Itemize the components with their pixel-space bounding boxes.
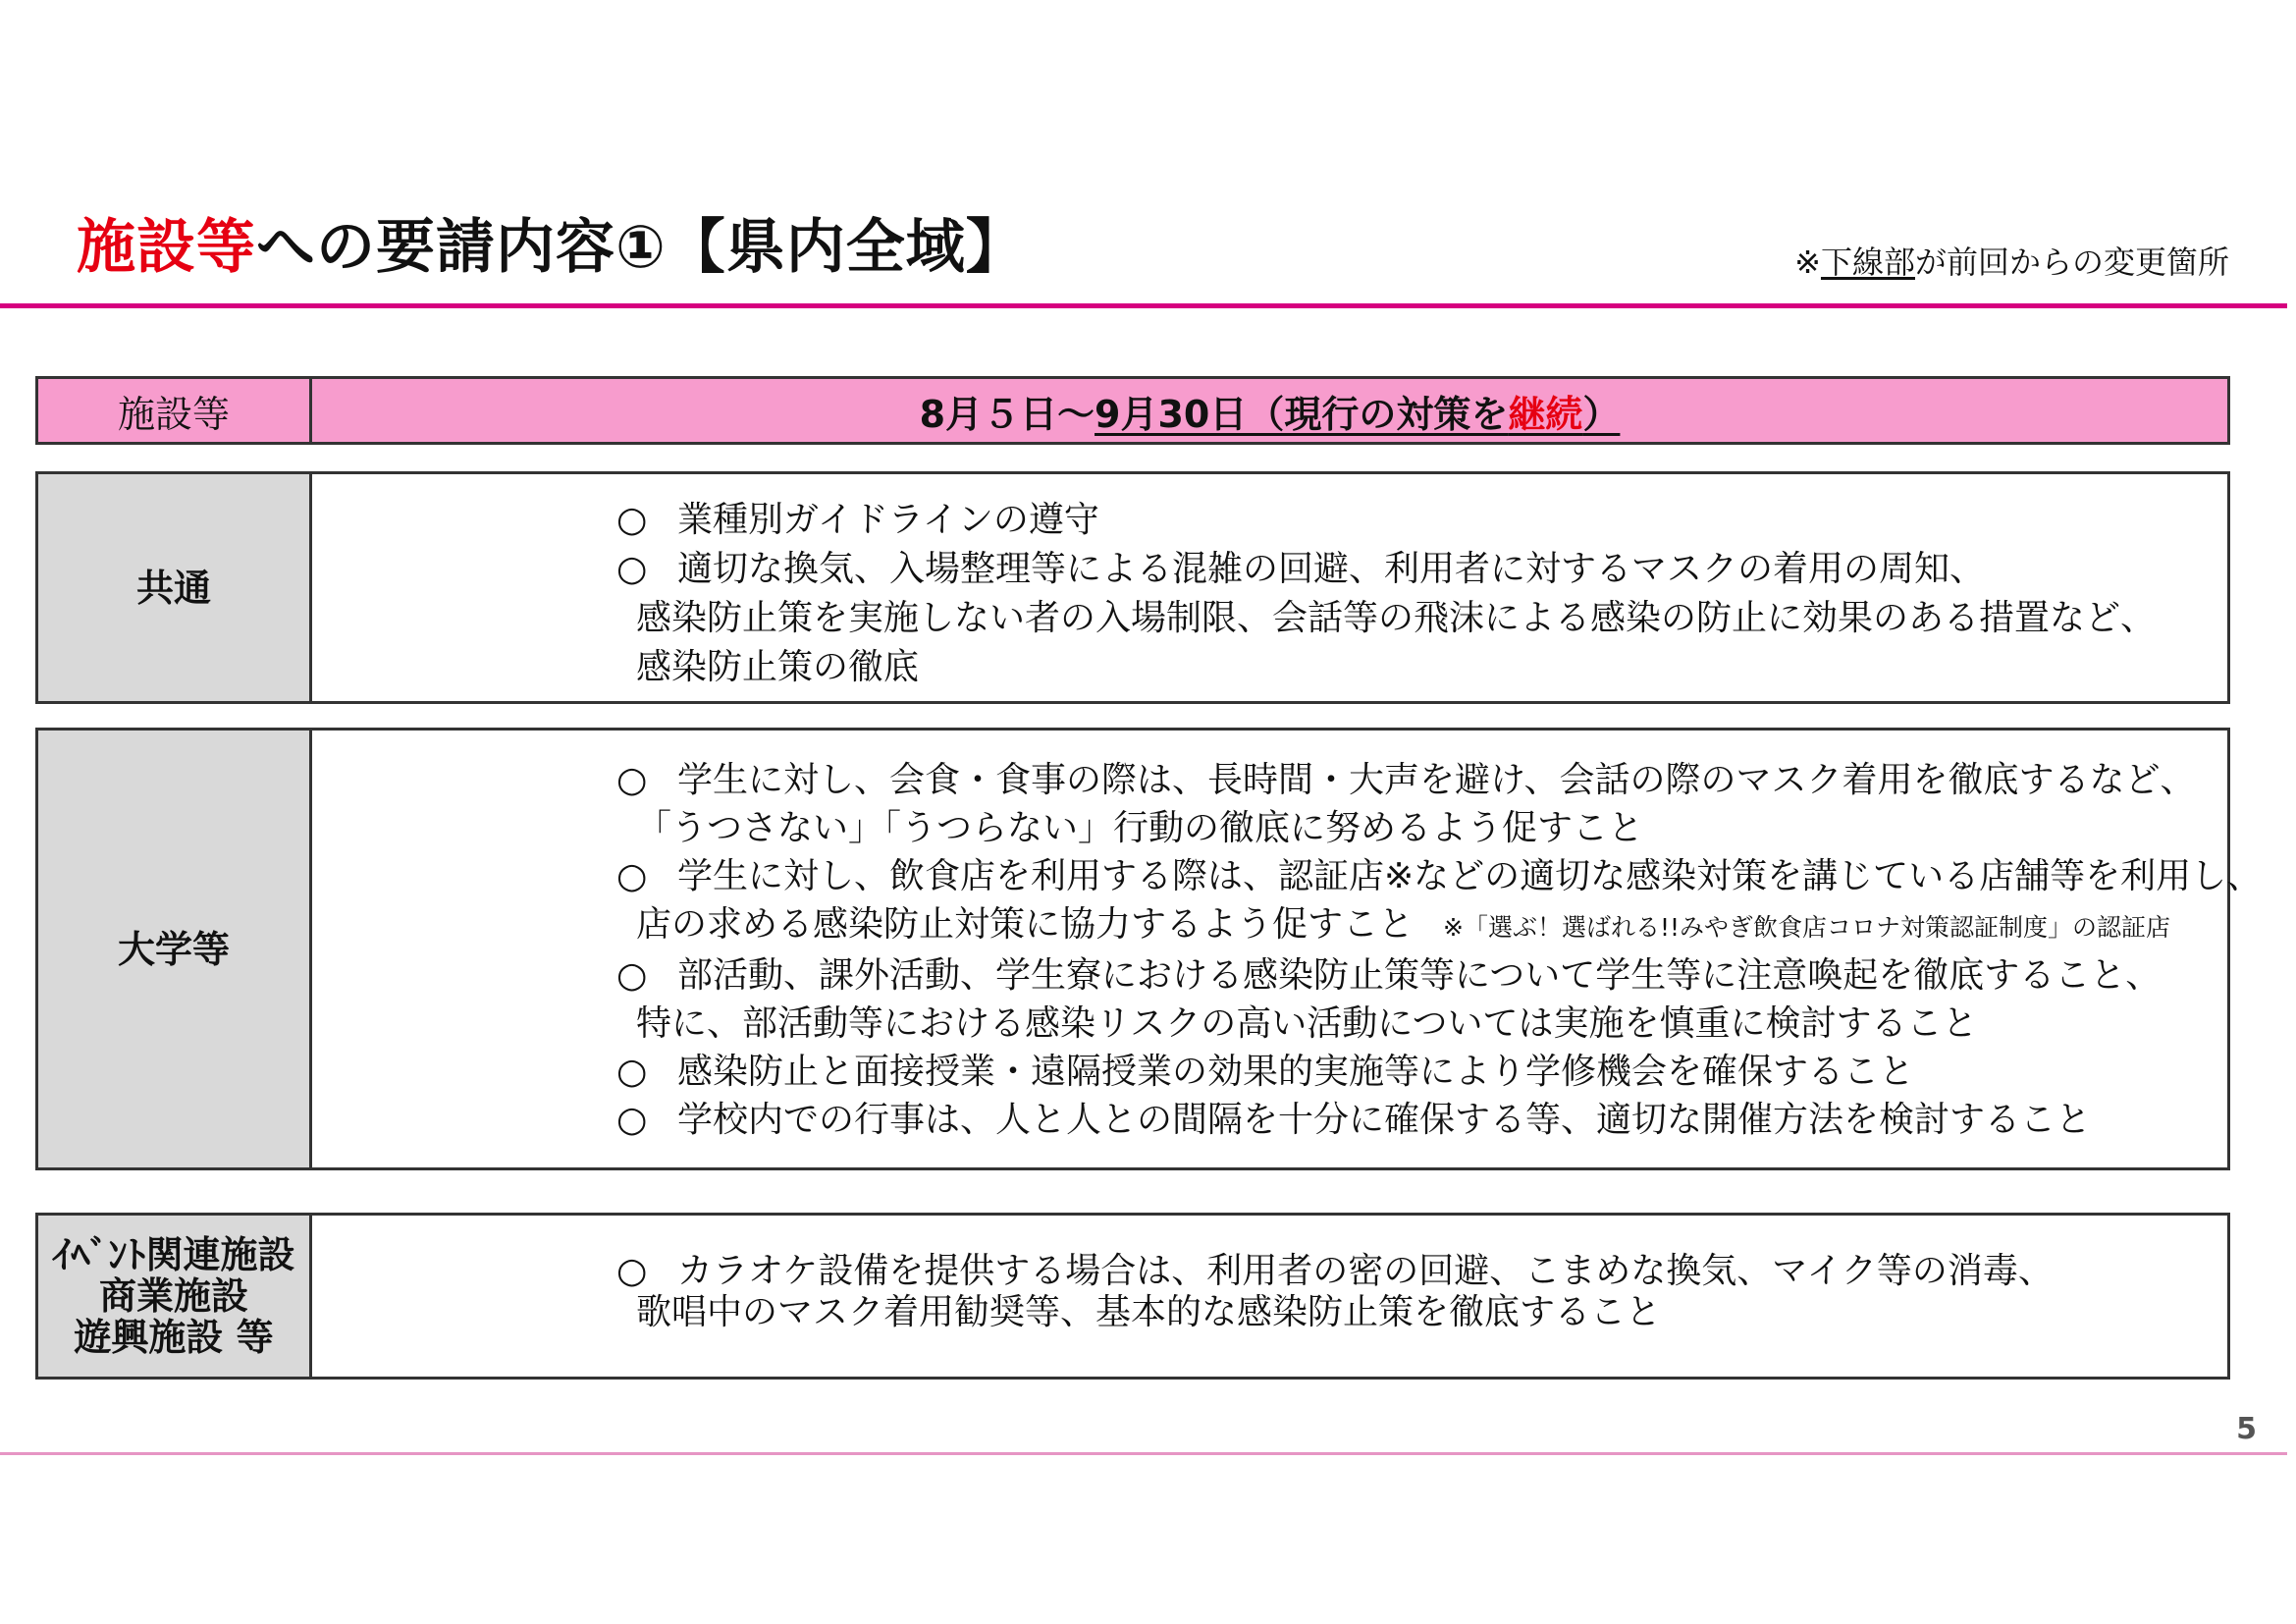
period-close: ） — [1582, 392, 1621, 436]
univ-line-2: 「うつさない」「うつらない」行動の徹底に努めるよう促すこと — [636, 808, 1644, 848]
note-suffix: が前回からの変更箇所 — [1914, 244, 2229, 281]
change-note — [1794, 241, 2229, 284]
table-header — [35, 376, 2230, 445]
period-changed: 9月30日（現行の対策を — [1095, 392, 1509, 436]
label-line-3: 遊興施設 等 — [74, 1316, 274, 1359]
common-line-2: ○ 適切な換気、入場整理等による混雑の回避、利用者に対するマスクの着用の周知、 — [677, 545, 2227, 594]
univ-line-6: 特に、部活動等における感染リスクの高い活動については実施を慎重に検討すること — [636, 1003, 1978, 1044]
common-line-4: 感染防止策の徹底 — [636, 647, 920, 687]
common-line-1: ○ 業種別ガイドラインの遵守 — [677, 496, 2227, 545]
event-line-1: ○ カラオケ設備を提供する場合は、利用者の密の回避、こまめな換気、マイク等の消毒、 — [677, 1251, 2227, 1292]
note-underlined: 下線部 — [1820, 244, 1915, 281]
row-label-common: 共通 — [38, 474, 312, 701]
univ-line-4: 店の求める感染防止対策に協力するよう促すこと ※「選ぶ！選ばれる!!みやぎ飲食店コロナ対策認証制度」の認証店 — [636, 904, 2171, 945]
common-line-3: 感染防止策を実施しない者の入場制限、会話等の飛沫による感染の防止に効果のある措置など、 — [636, 598, 2157, 638]
header-facility: 施設等 — [38, 379, 312, 442]
label-line-2: 商業施設 — [98, 1274, 248, 1318]
period-continue: 継続 — [1508, 392, 1583, 436]
title-rest: への要請内容①【県内全域】 — [256, 213, 1026, 282]
row-label-event — [38, 1216, 312, 1377]
univ-line-5: ○ 部活動、課外活動、学生寮における感染防止策等について学生等に注意喚起を徹底すること、 — [677, 951, 2262, 1000]
page-number: 5 — [2236, 1412, 2257, 1446]
row-event-facilities — [35, 1213, 2230, 1380]
row-university — [35, 728, 2263, 1170]
note-prefix: ※ — [1794, 244, 1821, 281]
top-divider — [0, 303, 2287, 308]
row-label-university: 大学等 — [38, 731, 312, 1167]
univ-line-8: ○ 学校内での行事は、人と人との間隔を十分に確保する等、適切な開催方法を検討すること — [677, 1096, 2262, 1144]
label-line-1: ｲﾍﾞﾝﾄ関連施設 — [52, 1233, 295, 1276]
univ-line-3: ○ 学生に対し、飲食店を利用する際は、認証店※などの適切な感染対策を講じている店舗等を利用し、 — [677, 852, 2262, 900]
univ-footnote: ※「選ぶ！選ばれる!!みやぎ飲食店コロナ対策認証制度」の認証店 — [1443, 913, 2171, 942]
event-line-2: 歌唱中のマスク着用勧奨等、基本的な感染防止策を徹底すること — [636, 1292, 1662, 1332]
period-start: 8月５日～ — [919, 392, 1095, 436]
header-period — [312, 379, 2227, 442]
univ-line-7: ○ 感染防止と面接授業・遠隔授業の効果的実施等により学修機会を確保すること — [677, 1048, 2262, 1096]
page-title — [77, 208, 1026, 287]
row-common — [35, 471, 2230, 704]
title-highlight: 施設等 — [77, 213, 256, 282]
univ-line-1: ○ 学生に対し、会食・食事の際は、長時間・大声を避け、会話の際のマスク着用を徹底するなど、 — [677, 756, 2262, 804]
bottom-divider — [0, 1452, 2287, 1455]
